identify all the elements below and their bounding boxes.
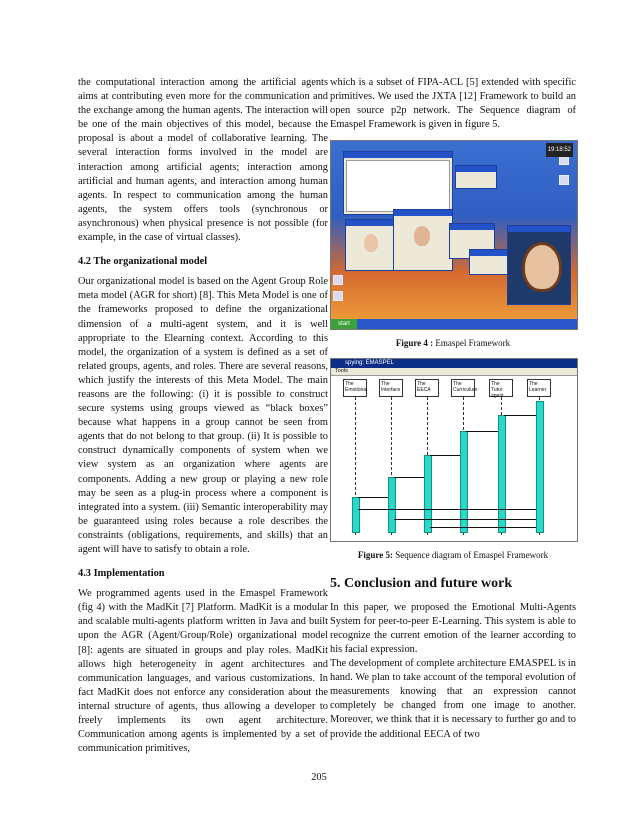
right-column [330,76,576,742]
figure-4-caption [330,336,576,350]
figure-4-caption-label: Figure 4 : [395,338,434,349]
figure-4-window-agent-1 [345,219,399,271]
left-paragraph-1: the computational interaction among the artificial agents aims at contributing even more for the communication and the exchange among the human agents. The interaction will be one of the main objectives of this model, because the proposal is about a model of collaborative learning. The several interaction forms involved in the model are interaction among artificial agents; interaction among artificial and human agents, and interaction among human agents. In respect to communication among the human agents, the system offers tools (synchronous or asynchronous) when physical presence is not possible (for example, in the case of virtual classes). [78,77,328,244]
figure-5-message [430,527,536,528]
figure-4-clock: 19:18:52 [546,143,573,157]
figure-5-activation [498,415,506,533]
figure-5-message [394,519,536,520]
figure-5-title-bar: spying: EMASPEL [331,359,577,368]
section-heading-4-3: 4.3 Implementation [78,568,165,580]
figure-5-caption [330,548,576,562]
section-heading-5: 5. Conclusion and future work [330,575,513,591]
figure-4-window-main [343,151,453,215]
figure-5-activation [424,455,432,533]
figure-4-desktop-icon [333,275,343,285]
figure-5-agent-interface: The Interface [379,379,403,397]
figure-5-message [504,415,536,416]
figure-4-screenshot [330,140,578,330]
figure-5-agent-eeca: The EECA [415,379,439,397]
figure-4-window-avatar [507,225,571,305]
figure-5-agent-learner: The Learner [527,379,551,397]
figure-5-activation [352,497,360,533]
right-paragraph-2: In this paper, we proposed the Emotional Multi-Agents System for peer-to-peer E-Learning. This system is able to recognize the current emotion of the learner according to his facial expression. [330,601,576,655]
page-number: 205 [311,772,327,783]
figure-5-message [430,455,460,456]
figure-5-caption-text: Sequence diagram of Emaspel Framework [392,550,549,561]
figure-4-window-agent-2 [393,209,453,271]
figure-5-activation [536,401,544,533]
figure-5-agent-tutor: The Tutor agent [489,379,513,397]
figure-4-window-small [455,165,497,189]
figure-5-caption-label: Figure 5: [357,550,393,561]
figure-5-sequence-diagram [330,358,578,542]
left-column [78,76,328,756]
figure-4-start-button: start [331,319,357,329]
figure-5-message [358,497,388,498]
figure-4-taskbar [331,319,577,329]
figure-5-activation [460,431,468,533]
figure-4-desktop-icon [559,175,569,185]
figure-5-message [394,477,424,478]
figure-5-menu: Tools [331,368,577,376]
figure-5-agent-emotional: The Emotional [343,379,367,397]
figure-4-caption-text: Emaspel Framework [433,338,511,349]
figure-5-agent-curriculum: The Curriculum [451,379,475,397]
figure-4-desktop-icon [333,291,343,301]
figure-5-message [466,431,498,432]
right-paragraph-3: The development of complete architecture EMASPEL is in hand. We plan to take account of the temporal evolution of measurements knowing that an expression cannot completely be changed from one image to another. Moreover, we think that it is necessary to further go and to provide the additional EECA of two [330,658,576,740]
left-paragraph-3: We programmed agents used in the Emaspel Framework (fig 4) with the MadKit [7] Platform. MadKit is a modular and scalable multi-agents platform written in Java and built upon the AGR (Agent/Group/Role) organizational model [8]: agents are situated in groups and play roles. MadKit allows high heterogeneity in agent architectures and communication languages, and various customizations. In fact MadKit does not enforce any consideration about the internal structure of agents, thus allowing a developer to freely implements its own agent architecture. Communication among agents is implemented by a set of communication primitives, [78,588,328,755]
right-paragraph-1: which is a subset of FIPA-ACL [5] extended with specific primitives. We used the JXTA [12] Framework to build an open source p2p network. The Sequence diagram of Emaspel Framework is given in figure 5. [330,77,576,131]
figure-5-message [358,509,536,510]
left-paragraph-2: Our organizational model is based on the Agent Group Role meta model (AGR for short) [8]. This Meta Model is one of the frameworks proposed to define the organizational dimension of a multi-agent system, and it is well appropriate to the Elearning context. According to this model, the organization of a system is defined as a set of related groups, agents, and roles. There are several reasons, which justify the interests of this Meta Model. The main reasons are the following: (i) it is possible to construct secure systems using groups viewed as “black boxes” because what happens in a group cannot be seen from agents that do not belong to that group. (ii) It is possible to construct dynamically components of system when we view system as an organization where agents are components. Adding a new group or playing a new role may be seen as a plug-in process where a component is integrated into a system. (iii) Semantic interoperability may be guaranteed using roles because a role describes the constraints (obligations, requirements, and skills) that an agent will have to satisfy to obtain a role. [78,276,328,555]
section-heading-4-2: 4.2 The organizational model [78,256,208,268]
figure-5-activation [388,477,396,533]
